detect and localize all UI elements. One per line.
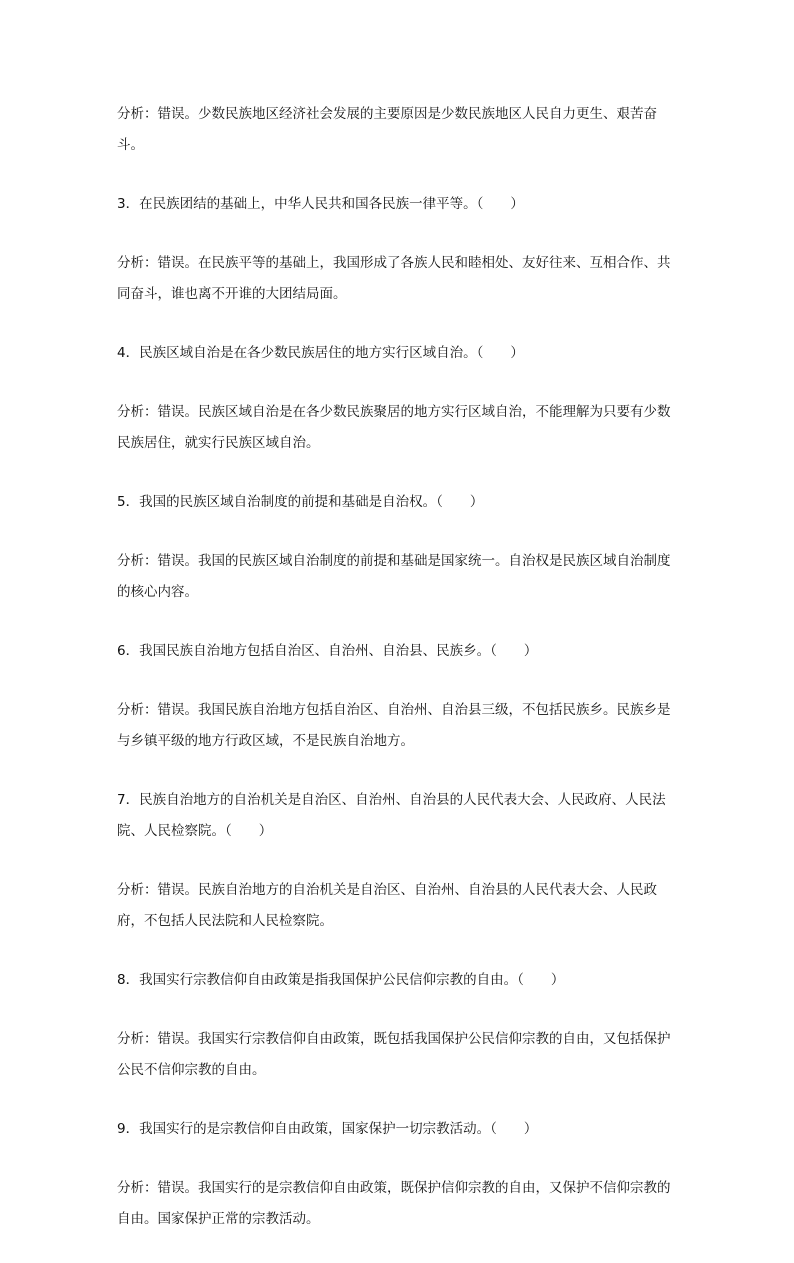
question-paragraph: 4．民族区域自治是在各少数民族居住的地方实行区域自治。（ ） [117, 345, 524, 361]
question-paragraph: 5．我国的民族区域自治制度的前提和基础是自治权。（ ） [117, 494, 484, 510]
question-paragraph: 3．在民族团结的基础上，中华人民共和国各民族一律平等。（ ） [117, 196, 524, 212]
analysis-paragraph: 分析：错误。少数民族地区经济社会发展的主要原因是少数民族地区人民自力更生、艰苦奋斗。 [117, 106, 657, 153]
document-body [117, 99, 681, 1263]
analysis-paragraph: 分析：错误。民族自治地方的自治机关是自治区、自治州、自治县的人民代表大会、人民政府，不包括人民法院和人民检察院。 [117, 882, 657, 929]
question-paragraph: 9．我国实行的是宗教信仰自由政策，国家保护一切宗教活动。（ ） [117, 1121, 538, 1137]
analysis-paragraph: 分析：错误。我国实行的是宗教信仰自由政策，既保护信仰宗教的自由，又保护不信仰宗教的自由。国家保护正常的宗教活动。 [117, 1180, 671, 1227]
analysis-paragraph: 分析：错误。我国的民族区域自治制度的前提和基础是国家统一。自治权是民族区域自治制度的核心内容。 [117, 553, 671, 600]
analysis-paragraph: 分析：错误。我国实行宗教信仰自由政策，既包括我国保护公民信仰宗教的自由，又包括保护公民不信仰宗教的自由。 [117, 1031, 671, 1078]
question-paragraph: 8．我国实行宗教信仰自由政策是指我国保护公民信仰宗教的自由。（ ） [117, 972, 565, 988]
analysis-paragraph: 分析：错误。民族区域自治是在各少数民族聚居的地方实行区域自治，不能理解为只要有少数民族居住，就实行民族区域自治。 [117, 404, 671, 451]
analysis-paragraph: 分析：错误。我国民族自治地方包括自治区、自治州、自治县三级，不包括民族乡。民族乡是与乡镇平级的地方行政区域，不是民族自治地方。 [117, 702, 671, 749]
question-paragraph: 7．民族自治地方的自治机关是自治区、自治州、自治县的人民代表大会、人民政府、人民法院、人民检察院。（ ） [117, 792, 666, 839]
analysis-paragraph: 分析：错误。在民族平等的基础上，我国形成了各族人民和睦相处、友好往来、互相合作、共同奋斗，谁也离不开谁的大团结局面。 [117, 255, 671, 302]
question-paragraph: 6．我国民族自治地方包括自治区、自治州、自治县、民族乡。（ ） [117, 643, 538, 659]
